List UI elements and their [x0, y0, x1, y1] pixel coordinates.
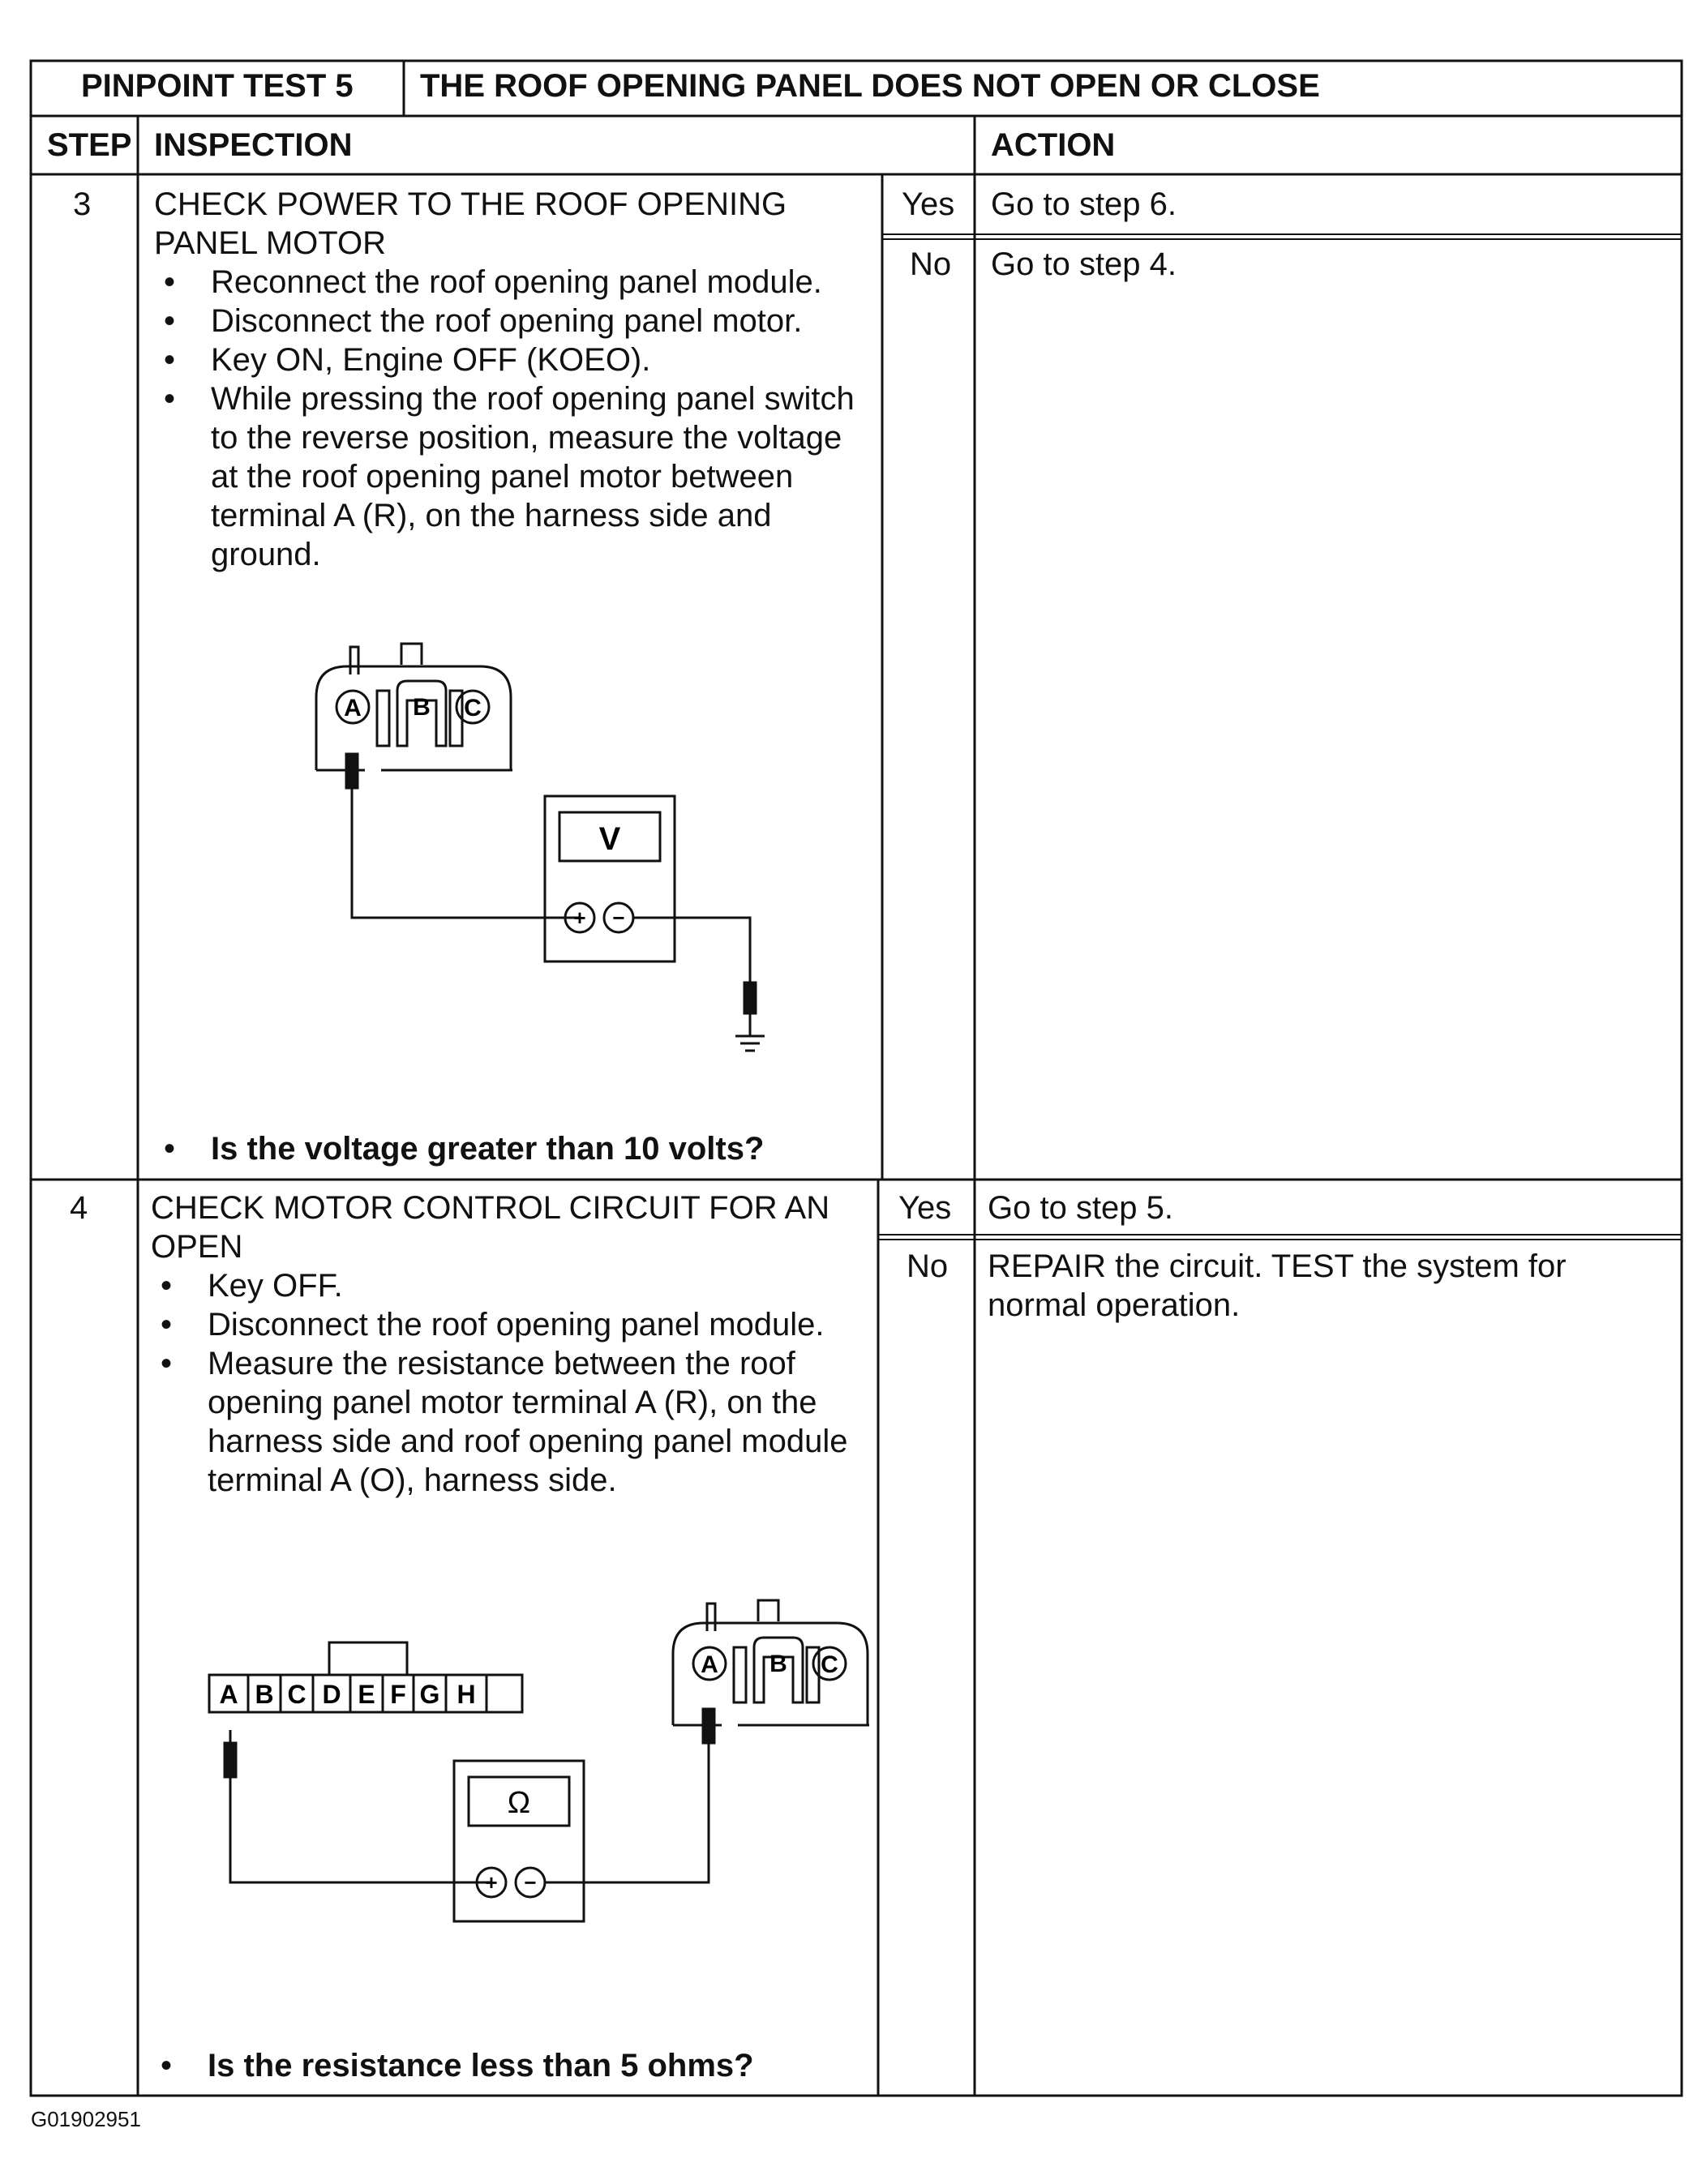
connector-cavity — [377, 691, 389, 746]
module-connector-lock — [329, 1642, 407, 1675]
pin-label: C — [821, 1651, 838, 1678]
figure-id: G01902951 — [31, 2107, 141, 2131]
meter-symbol: Ω — [507, 1786, 531, 1820]
connector-tab — [758, 1600, 778, 1621]
inspection-question: • Is the resistance less than 5 ohms? — [151, 2046, 754, 2085]
inspection-question: • Is the voltage greater than 10 volts? — [154, 1129, 764, 1168]
module-test-probe — [225, 1743, 236, 1777]
module-pin-label: F — [390, 1680, 406, 1709]
plus-sign: + — [573, 906, 586, 930]
meter-symbol: V — [598, 821, 621, 857]
ground-probe — [744, 983, 756, 1013]
test-lead — [230, 1777, 491, 1882]
inspection-heading: CHECK MOTOR CONTROL CIRCUIT FOR AN — [151, 1190, 830, 1226]
connector-tab — [707, 1604, 715, 1631]
inspection-step: • Disconnect the roof opening panel motor. — [154, 302, 868, 340]
minus-sign: − — [612, 906, 625, 930]
pin-label: B — [413, 694, 431, 721]
inspection-step: • Reconnect the roof opening panel module. — [154, 263, 868, 302]
pin-label: A — [701, 1651, 718, 1678]
connector-tab — [401, 644, 422, 665]
test-title: THE ROOF OPENING PANEL DOES NOT OPEN OR CLOSE — [420, 68, 1320, 104]
ohmmeter-body — [454, 1761, 584, 1921]
column-header-step: STEP — [47, 127, 132, 163]
test-probe — [346, 754, 358, 788]
connector-cavity — [734, 1647, 746, 1702]
inspection-step: • Key ON, Engine OFF (KOEO). — [154, 340, 868, 379]
yes-label: Yes — [902, 186, 955, 222]
plus-sign: + — [485, 1870, 498, 1895]
step-number: 3 — [73, 186, 92, 222]
no-action: Go to step 4. — [991, 246, 1177, 282]
no-label: No — [910, 246, 952, 282]
inspection-heading-cont: PANEL MOTOR — [154, 225, 386, 261]
module-pin-label: B — [255, 1680, 274, 1709]
connector-tab — [350, 647, 358, 674]
inspection-step: • While pressing the roof opening panel switch to the reverse position, measure the voltage at the roof opening panel motor between terminal A (R), on the harness side and ground. — [154, 379, 868, 574]
yes-action: Go to step 5. — [988, 1190, 1174, 1226]
inspection-step: • Disconnect the roof opening panel module. — [151, 1305, 864, 1344]
no-action-cont: normal operation. — [988, 1287, 1241, 1323]
pin-label: C — [464, 695, 482, 722]
inspection-heading-cont: OPEN — [151, 1229, 243, 1265]
inspection-steps — [154, 263, 868, 574]
step-number: 4 — [70, 1190, 88, 1226]
inspection-heading: CHECK POWER TO THE ROOF OPENING — [154, 186, 787, 222]
minus-sign: − — [524, 1870, 537, 1895]
inspection-step: • Key OFF. — [151, 1266, 864, 1305]
pin-label: A — [344, 695, 362, 722]
yes-label: Yes — [898, 1190, 952, 1226]
no-label: No — [907, 1248, 949, 1284]
step-4-inspection — [151, 1188, 864, 1500]
no-action: REPAIR the circuit. TEST the system for — [988, 1248, 1567, 1284]
module-pin-label: G — [419, 1680, 440, 1709]
module-pin-label: E — [358, 1680, 375, 1709]
test-lead — [633, 918, 750, 983]
pin-label: B — [769, 1651, 787, 1677]
yes-action: Go to step 6. — [991, 186, 1177, 222]
resistance-test-diagram — [203, 1589, 884, 1946]
module-pin-label: C — [287, 1680, 306, 1709]
voltage-test-diagram — [300, 632, 787, 1086]
module-pin-label: D — [322, 1680, 341, 1709]
inspection-steps — [151, 1266, 864, 1500]
test-name: PINPOINT TEST 5 — [81, 68, 354, 104]
module-pin-label: A — [219, 1680, 238, 1709]
module-pin-label: H — [457, 1680, 476, 1709]
column-header-inspection: INSPECTION — [154, 127, 353, 163]
motor-test-probe — [703, 1709, 714, 1743]
inspection-step: • Measure the resistance between the roof opening panel motor terminal A (R), on the harness side and roof opening panel module terminal A (O), harness side. — [151, 1344, 864, 1500]
step-3-inspection — [154, 185, 868, 574]
column-header-action: ACTION — [991, 127, 1116, 163]
